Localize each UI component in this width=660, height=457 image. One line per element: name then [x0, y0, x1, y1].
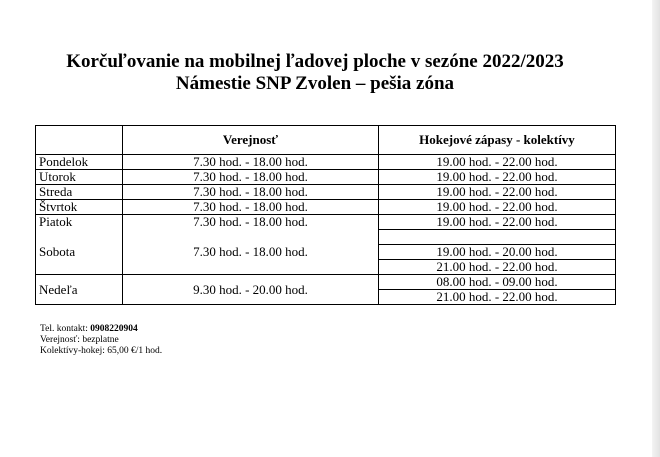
table-row	[36, 170, 616, 185]
table-row	[36, 215, 616, 230]
title-line-2: Námestie SNP Zvolen – pešia zóna	[175, 73, 455, 94]
header-day	[36, 126, 123, 155]
hockey-time-cell: 08.00 hod. - 09.00 hod.	[379, 275, 616, 290]
phone-line	[40, 324, 162, 335]
team-price: Kolektívy-hokej: 65,00 €/1 hod.	[40, 346, 163, 356]
hockey-time-cell: 21.00 hod. - 22.00 hod.	[379, 260, 616, 275]
public-time-cell: 7.30 hod. - 18.00 hod.	[123, 170, 379, 185]
table-row	[36, 230, 616, 245]
table-header-row	[36, 126, 616, 155]
public-time-cell: 7.30 hod. - 18.00 hod.	[123, 200, 379, 215]
day-cell: Nedeľa	[36, 275, 123, 305]
day-cell: Sobota	[36, 230, 123, 275]
header-public: Verejnosť	[123, 126, 379, 155]
table-row	[36, 275, 616, 290]
day-cell: Piatok	[36, 215, 123, 230]
contact-info	[40, 324, 162, 357]
day-cell: Štvrtok	[36, 200, 123, 215]
day-cell: Streda	[36, 185, 123, 200]
hockey-time-cell: 19.00 hod. - 22.00 hod.	[379, 170, 616, 185]
public-time-cell: 7.30 hod. - 18.00 hod.	[123, 230, 379, 275]
hockey-time-cell: 19.00 hod. - 22.00 hod.	[379, 200, 616, 215]
public-time-cell: 7.30 hod. - 18.00 hod.	[123, 185, 379, 200]
public-price: Verejnosť: bezplatne	[40, 335, 119, 345]
header-hockey: Hokejové zápasy - kolektívy	[379, 126, 616, 155]
phone-number: 0908220904	[90, 324, 138, 334]
public-time-cell: 7.30 hod. - 18.00 hod.	[123, 155, 379, 170]
hockey-time-cell	[379, 230, 616, 245]
hockey-time-cell: 19.00 hod. - 20.00 hod.	[379, 245, 616, 260]
page-edge	[652, 0, 660, 457]
hockey-time-cell: 19.00 hod. - 22.00 hod.	[379, 185, 616, 200]
day-cell: Pondelok	[36, 155, 123, 170]
hockey-time-cell: 19.00 hod. - 22.00 hod.	[379, 215, 616, 230]
table-row	[36, 185, 616, 200]
hockey-time-cell: 19.00 hod. - 22.00 hod.	[379, 155, 616, 170]
public-time-cell: 9.30 hod. - 20.00 hod.	[123, 275, 379, 305]
day-cell: Utorok	[36, 170, 123, 185]
table-row	[36, 155, 616, 170]
schedule-table	[35, 125, 616, 305]
public-time-cell: 7.30 hod. - 18.00 hod.	[123, 215, 379, 230]
table-row	[36, 200, 616, 215]
title-line-1: Korčuľovanie na mobilnej ľadovej ploche v sezóne 2022/2023	[66, 51, 564, 72]
hockey-time-cell: 21.00 hod. - 22.00 hod.	[379, 290, 616, 305]
phone-label: Tel. kontakt:	[40, 324, 91, 334]
document-title	[0, 51, 630, 95]
